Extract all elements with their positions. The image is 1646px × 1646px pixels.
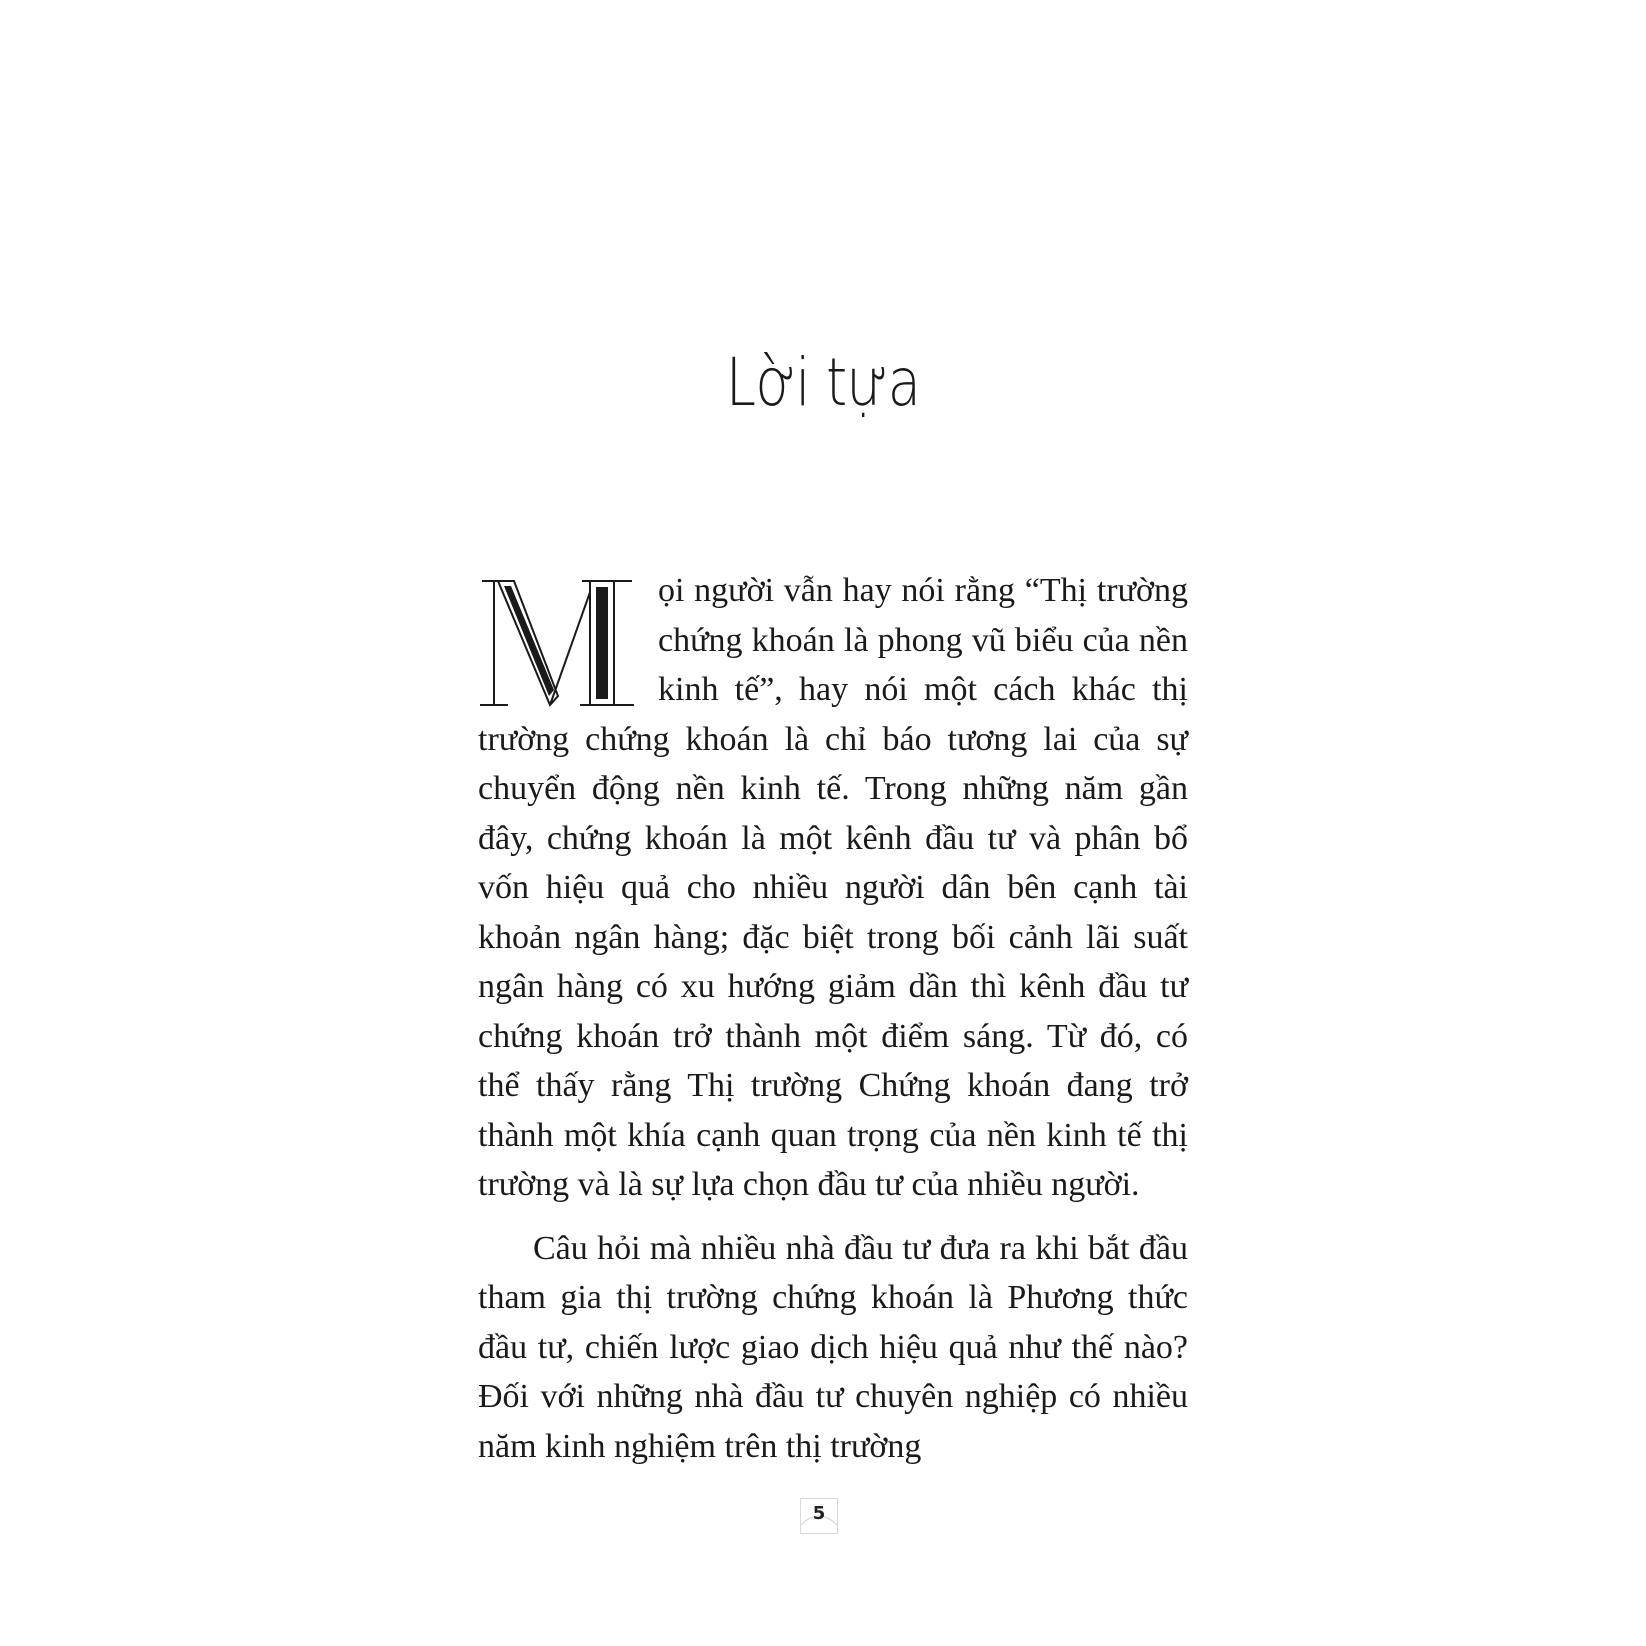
drop-cap-letter <box>478 578 636 708</box>
page-number: 5 <box>812 1503 826 1524</box>
paragraph-2: Câu hỏi mà nhiều nhà đầu tư đưa ra khi bắt đầu tham gia thị trường chứng khoán là Phương thức đầu tư, chiến lược giao dịch hiệu quả như thế nào? Đối với những nhà đầu tư chuyên nghiệp có nhiều năm kinh nghiệm trên thị trường <box>478 1229 1188 1465</box>
page-number-badge <box>800 1498 838 1534</box>
paragraph-1: ọi người vẫn hay nói rằng “Thị trường chứng khoán là phong vũ biểu của nền kinh tế”, hay nói một cách khác thị trường chứng khoán là chỉ báo tương lai của sự chuyển động nền kinh tế. Trong những năm gần đây, chứng khoán là một kênh đầu tư và phân bổ vốn hiệu quả cho nhiều người dân bên cạnh tài khoản ngân hàng; đặc biệt trong bối cảnh lãi suất ngân hàng có xu hướng giảm dần thì kênh đầu tư chứng khoán trở thành một điểm sáng. Từ đó, có thể thấy rằng Thị trường Chứng khoán đang trở thành một khía cạnh quan trọng của nền kinh tế thị trường và là sự lựa chọn đầu tư của nhiều người. <box>478 572 1188 1203</box>
page-title: Lời tựa <box>725 344 921 421</box>
preface-body <box>478 566 1188 1471</box>
